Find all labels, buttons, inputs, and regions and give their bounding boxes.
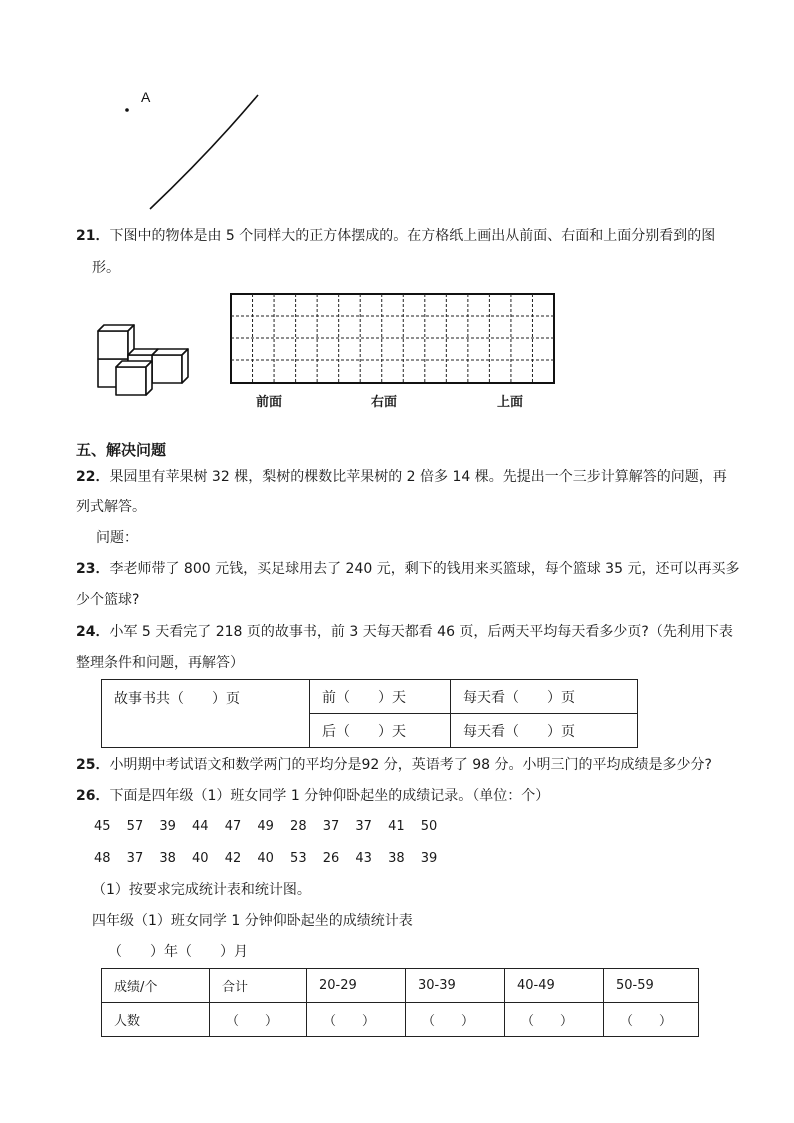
header-50-59: 50-59 — [604, 969, 699, 1003]
point-and-line-figure — [110, 82, 280, 222]
q26-table-title: 四年级（1）班女同学 1 分钟仰卧起坐的成绩统计表 — [92, 913, 413, 929]
count-30-39-cell[interactable]: （ ） — [406, 1003, 505, 1037]
q24-number: 24． — [76, 624, 110, 640]
grid-paper[interactable] — [229, 291, 559, 387]
q23-line2: 少个篮球? — [76, 592, 140, 608]
q22-text: 果园里有苹果树 32 棵，梨树的棵数比苹果树的 2 倍多 14 棵。先提出一个三步计算解答的问题，再 — [109, 469, 727, 485]
header-20-29: 20-29 — [307, 969, 406, 1003]
q26-date-line: （ ）年（ ）月 — [108, 944, 248, 960]
grid-label-top: 上面 — [497, 395, 524, 410]
q22-number: 22． — [76, 469, 110, 485]
q26-header-row — [102, 969, 699, 1003]
q24-last-pages-cell[interactable]: 每天看（ ）页 — [451, 714, 638, 748]
slanted-line — [150, 95, 258, 209]
header-40-49: 40-49 — [505, 969, 604, 1003]
q26-line1 — [76, 786, 549, 806]
q24-line1 — [76, 622, 733, 642]
count-total-cell[interactable]: （ ） — [210, 1003, 307, 1037]
q24-total-cell[interactable]: 故事书共（ ）页 — [102, 680, 310, 748]
q26-data-row2: 48 37 38 40 42 40 53 26 43 38 39 — [94, 851, 438, 866]
section-title: 五、解决问题 — [76, 441, 167, 459]
q21-number: 21． — [76, 228, 110, 244]
q24-line2: 整理条件和问题，再解答） — [76, 655, 244, 671]
point-a — [125, 108, 129, 112]
grid-label-front: 前面 — [256, 395, 283, 410]
q25-number: 25． — [76, 757, 110, 773]
q26-sub1: （1）按要求完成统计表和统计图。 — [92, 882, 311, 898]
q23-line1 — [76, 559, 739, 579]
q25-line1 — [76, 755, 712, 775]
q26-data-row1: 45 57 39 44 47 49 28 37 37 41 50 — [94, 819, 438, 834]
header-total: 合计 — [210, 969, 307, 1003]
q26-text: 下面是四年级（1）班女同学 1 分钟仰卧起坐的成绩记录。（单位：个） — [109, 788, 550, 804]
q22-line1 — [76, 467, 727, 487]
grid-label-right: 右面 — [371, 395, 398, 410]
q24-table — [101, 679, 638, 748]
count-50-59-cell[interactable]: （ ） — [604, 1003, 699, 1037]
cube-stack-figure — [94, 313, 194, 397]
q24-text: 小军 5 天看完了 218 页的故事书，前 3 天每天都看 46 页，后两天平均每天看多少页?（先利用下表 — [109, 624, 733, 640]
q24-first-days-cell[interactable]: 前（ ）天 — [310, 680, 451, 714]
q24-first-pages-cell[interactable]: 每天看（ ）页 — [451, 680, 638, 714]
count-20-29-cell[interactable]: （ ） — [307, 1003, 406, 1037]
count-40-49-cell[interactable]: （ ） — [505, 1003, 604, 1037]
q24-last-days-cell[interactable]: 后（ ）天 — [310, 714, 451, 748]
q23-number: 23． — [76, 561, 110, 577]
q23-text: 李老师带了 800 元钱，买足球用去了 240 元，剩下的钱用来买篮球，每个篮球 35 元，还可以再买多 — [109, 561, 740, 577]
q21-text: 下图中的物体是由 5 个同样大的正方体摆成的。在方格纸上画出从前面、右面和上面分别看到的图 — [109, 228, 716, 244]
header-30-39: 30-39 — [406, 969, 505, 1003]
q26-stats-table — [101, 968, 699, 1037]
q26-count-row — [102, 1003, 699, 1037]
q25-text: 小明期中考试语文和数学两门的平均分是92 分，英语考了 98 分。小明三门的平均成绩是多少分? — [109, 757, 712, 773]
point-a-label: A — [141, 89, 151, 105]
q26-number: 26． — [76, 788, 110, 804]
row-label-count: 人数 — [102, 1003, 210, 1037]
header-score: 成绩/个 — [102, 969, 210, 1003]
q21-line1 — [76, 226, 715, 246]
q22-line2: 列式解答。 — [76, 499, 146, 515]
q21-line2: 形。 — [92, 260, 120, 276]
q22-question-label: 问题： — [96, 530, 138, 546]
